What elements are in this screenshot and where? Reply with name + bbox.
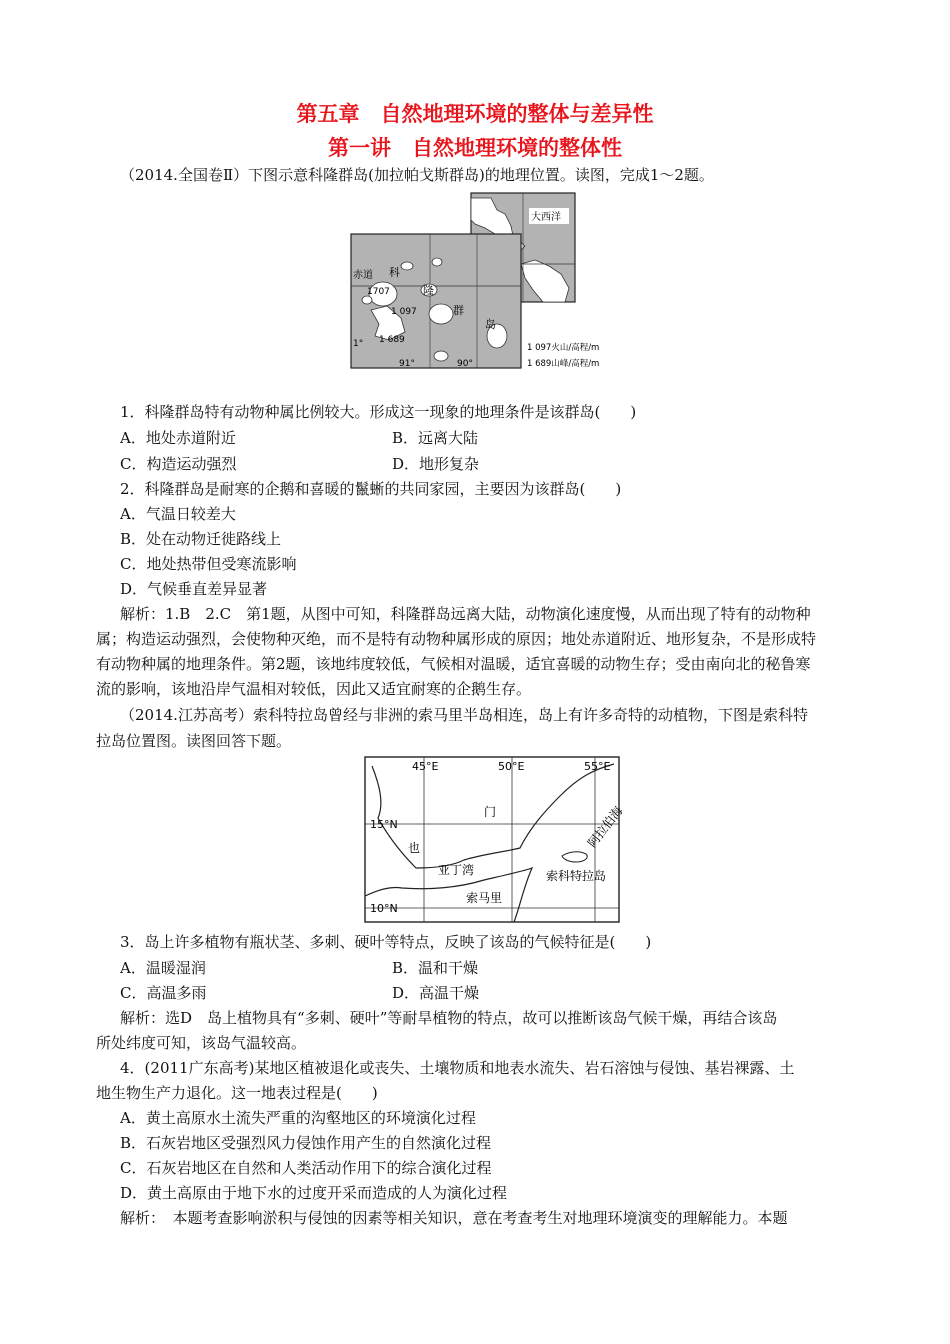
map-label-lon-90: 90° (457, 359, 473, 369)
q3-option-a[interactable]: A．温暖湿润 (120, 959, 206, 977)
island-fernandina (362, 296, 372, 304)
map-label-1689: 1 689 (379, 335, 405, 345)
q3-option-c[interactable]: C．高温多雨 (120, 984, 207, 1002)
q1-option-d[interactable]: D．地形复杂 (392, 455, 480, 473)
q3-stem: 3．岛上许多植物有瓶状茎、多刺、硬叶等特点，反映了该岛的气候特征是( ) (120, 933, 652, 951)
q4-stem-line-1: 4．(2011广东高考)某地区植被退化或丧失、土壤物质和地表水流失、岩石溶蚀与侵蚀、基岩裸露、土 (120, 1059, 795, 1077)
chapter-title: 第五章 自然地理环境的整体与差异性 (296, 102, 654, 126)
label-ye: 也 (408, 841, 421, 855)
q4-option-a[interactable]: A．黄土高原水土流失严重的沟壑地区的环境演化过程 (120, 1109, 476, 1127)
q1-option-c[interactable]: C．构造运动强烈 (120, 455, 237, 473)
q4-option-d[interactable]: D．黄土高原由于地下水的过度开采而造成的人为演化过程 (120, 1184, 508, 1202)
socotra-map (364, 756, 626, 924)
lat-label-15: 15°N (370, 818, 398, 831)
map-label-1707: 1707 (367, 287, 390, 297)
q1-option-a[interactable]: A．地处赤道附近 (120, 429, 236, 447)
q3-option-b[interactable]: B．温和干燥 (392, 959, 479, 977)
map-label-dao: 岛 (485, 318, 496, 331)
lon-label-50: 50°E (498, 760, 525, 773)
q2-option-d[interactable]: D．气候垂直差异显著 (120, 580, 268, 598)
legend-volcano: 1 097火山/高程/m (527, 343, 600, 353)
map-label-lat-1: 1° (353, 339, 364, 349)
q3-analysis-line-2: 所处纬度可知，该岛气温较高。 (96, 1034, 307, 1052)
inset-label-atlantic: 大西洋 (531, 212, 561, 223)
q1-option-b[interactable]: B．远离大陆 (392, 429, 479, 447)
q3-intro-line-2: 拉岛位置图。读图回答下题。 (96, 732, 292, 750)
island-santa-cruz (429, 304, 453, 324)
lecture-title: 第一讲 自然地理环境的整体性 (328, 136, 622, 160)
q12-analysis-line-2: 属；构造运动强烈，会使物种灭绝，而不是特有动物种属形成的原因；地处赤道附近、地形复杂，不是形成特 (96, 630, 817, 648)
q4-option-b[interactable]: B．石灰岩地区受强烈风力侵蚀作用产生的自然演化过程 (120, 1134, 492, 1152)
galapagos-map (345, 190, 645, 375)
lon-label-45: 45°E (412, 760, 439, 773)
q3-intro-line-1: （2014.江苏高考）索科特拉岛曾经与非洲的索马里半岛相连，岛上有许多奇特的动植物，下图是索科特 (120, 706, 808, 724)
q1-stem: 1．科隆群岛特有动物种属比例较大。形成这一现象的地理条件是该群岛( ) (120, 403, 637, 421)
label-socotra: 索科特拉岛 (546, 869, 607, 883)
map-label-long: 隆 (423, 284, 434, 297)
legend-peak: 1 689山峰/高程/m (527, 359, 600, 369)
island-genovesa (432, 258, 442, 266)
q2-stem: 2．科隆群岛是耐寒的企鹅和喜暖的鬣蜥的共同家园，主要因为该群岛( ) (120, 480, 622, 498)
lon-label-55: 55°E (584, 760, 611, 773)
q4-stem-line-2: 地生物生产力退化。这一地表过程是( ) (96, 1084, 378, 1102)
label-gulf-of-aden: 亚丁湾 (438, 863, 475, 877)
label-somalia: 索马里 (466, 891, 503, 905)
q2-option-a[interactable]: A．气温日较差大 (120, 505, 236, 523)
map-label-qun: 群 (453, 304, 464, 317)
q12-analysis-line-4: 流的影响，该地沿岸气温相对较低，因此又适宜耐寒的企鹅生存。 (96, 680, 532, 698)
label-men: 门 (484, 805, 497, 819)
q2-option-b[interactable]: B．处在动物迁徙路线上 (120, 530, 282, 548)
q4-option-c[interactable]: C．石灰岩地区在自然和人类活动作用下的综合演化过程 (120, 1159, 492, 1177)
q2-option-c[interactable]: C．地处热带但受寒流影响 (120, 555, 297, 573)
map-label-equator: 赤道 (353, 270, 373, 281)
map-label-ke: 科 (389, 266, 400, 279)
q4-analysis: 解析： 本题考查影响淤积与侵蚀的因素等相关知识，意在考查考生对地理环境演变的理解能力。本题 (120, 1209, 788, 1227)
q3-option-d[interactable]: D．高温干燥 (392, 984, 480, 1002)
q12-analysis-line-3: 有动物种属的地理条件。第2题，该地纬度较低，气候相对温暖，适宜喜暖的动物生存；受由南向北的秘鲁寒 (96, 655, 811, 673)
q12-intro: （2014.全国卷Ⅱ）下图示意科隆群岛(加拉帕戈斯群岛)的地理位置。读图，完成1～2题。 (120, 166, 714, 184)
island-espanola (434, 351, 448, 361)
q12-analysis-line-1: 解析：1.B 2.C 第1题，从图中可知，科隆群岛远离大陆，动物演化速度慢，从而出现了特有的动物种 (120, 605, 811, 623)
map-label-lon-91: 91° (399, 359, 415, 369)
label-arabian-sea: 阿拉伯海 (584, 803, 626, 851)
q3-analysis-line-1: 解析：选D 岛上植物具有“多刺、硬叶”等耐旱植物的特点，故可以推断该岛气候干燥，再结合该岛 (120, 1009, 778, 1027)
lat-label-10: 10°N (370, 902, 398, 915)
map-label-1097: 1 097 (391, 307, 417, 317)
island-pinta (401, 262, 413, 270)
